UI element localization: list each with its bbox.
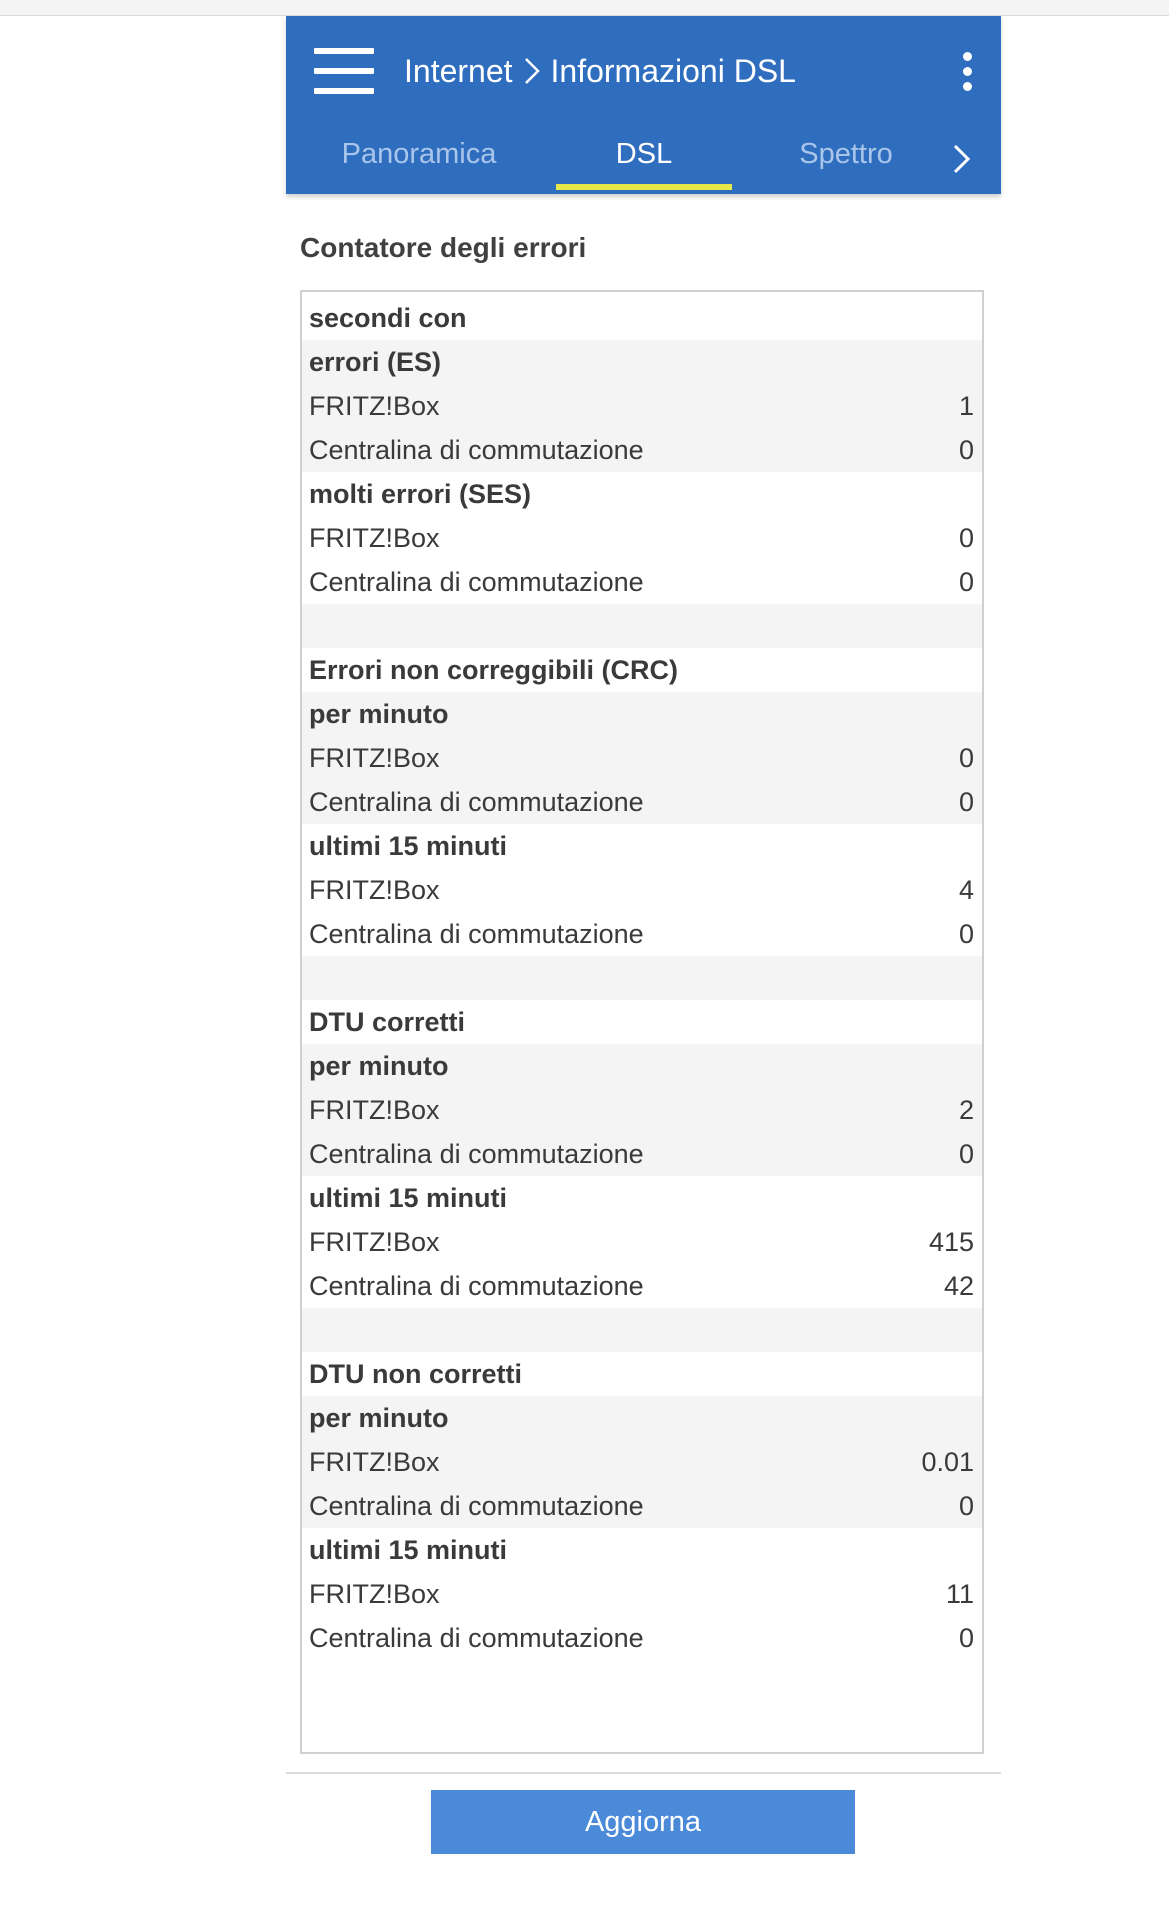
table-row	[302, 868, 982, 912]
row-label: FRITZ!Box	[309, 874, 440, 905]
row-value: 1	[958, 390, 974, 421]
row-label: per minuto	[309, 1050, 449, 1081]
table-row	[302, 384, 982, 428]
row-value: 0	[958, 1490, 974, 1521]
row-label: FRITZ!Box	[309, 1094, 440, 1125]
row-label: DTU corretti	[309, 1006, 466, 1037]
row-value: 0.01	[921, 1446, 974, 1477]
row-label: Centralina di commutazione	[309, 1490, 644, 1521]
row-label: ultimi 15 minuti	[309, 830, 508, 861]
table-row	[302, 1132, 982, 1176]
table-row	[302, 1484, 982, 1528]
table-group-header	[302, 1528, 982, 1572]
tab-bar	[286, 134, 1001, 194]
chevron-right-icon[interactable]	[951, 140, 973, 178]
section-title: Contatore degli errori	[300, 232, 587, 263]
row-label: molti errori (SES)	[309, 478, 532, 509]
table-row	[302, 912, 982, 956]
error-counter-table	[300, 290, 984, 1754]
row-value: 0	[958, 434, 974, 465]
row-label: FRITZ!Box	[309, 1226, 440, 1257]
table-row	[302, 1440, 982, 1484]
row-label: FRITZ!Box	[309, 1446, 440, 1477]
table-row	[302, 1616, 982, 1660]
row-value: 0	[958, 786, 974, 817]
row-label: Centralina di commutazione	[309, 1622, 644, 1653]
table-row	[302, 1220, 982, 1264]
tab-dsl[interactable]: DSL	[556, 134, 732, 190]
table-group-header	[302, 340, 982, 384]
row-value: 0	[958, 918, 974, 949]
row-label: secondi con	[309, 302, 467, 333]
table-group-header	[302, 824, 982, 868]
row-value: 42	[943, 1270, 974, 1301]
row-label: errori (ES)	[309, 346, 442, 377]
table-row	[302, 428, 982, 472]
table-row	[302, 560, 982, 604]
table-group-header	[302, 648, 982, 692]
table-spacer-row	[302, 604, 982, 648]
row-label: per minuto	[309, 698, 449, 729]
row-label: Centralina di commutazione	[309, 1270, 644, 1301]
table-group-header	[302, 1396, 982, 1440]
row-label: DTU non corretti	[309, 1358, 522, 1389]
tab-panoramica[interactable]: Panoramica	[341, 138, 497, 170]
table-group-header	[302, 692, 982, 736]
table-row	[302, 1264, 982, 1308]
breadcrumb-page: Informazioni DSL	[550, 52, 796, 89]
breadcrumb	[404, 46, 796, 96]
row-label: ultimi 15 minuti	[309, 1182, 508, 1213]
app-container	[286, 16, 1001, 194]
hamburger-menu-icon[interactable]	[314, 48, 374, 94]
table-group-header	[302, 1176, 982, 1220]
chevron-right-icon	[521, 53, 543, 89]
row-label: Centralina di commutazione	[309, 786, 644, 817]
table-group-header	[302, 472, 982, 516]
row-label: Centralina di commutazione	[309, 918, 644, 949]
table-group-header	[302, 1000, 982, 1044]
row-value: 2	[958, 1094, 974, 1125]
table-group-header	[302, 1352, 982, 1396]
table-group-header	[302, 1044, 982, 1088]
row-label: per minuto	[309, 1402, 449, 1433]
row-label: Centralina di commutazione	[309, 434, 644, 465]
row-label: Centralina di commutazione	[309, 566, 644, 597]
row-value: 0	[958, 1622, 974, 1653]
tab-spettro[interactable]: Spettro	[799, 138, 893, 170]
browser-top-bar	[0, 0, 1169, 16]
more-options-icon[interactable]	[961, 52, 973, 92]
breadcrumb-root[interactable]: Internet	[404, 52, 513, 89]
table-group-header	[302, 296, 982, 340]
row-value: 0	[958, 522, 974, 553]
table-row	[302, 1088, 982, 1132]
row-label: FRITZ!Box	[309, 1578, 440, 1609]
table-row	[302, 736, 982, 780]
row-value: 4	[958, 874, 974, 905]
row-label: Errori non correggibili (CRC)	[309, 654, 679, 685]
header-bar	[286, 16, 1001, 194]
table-spacer-row	[302, 1308, 982, 1352]
row-value: 0	[958, 566, 974, 597]
table-spacer-row	[302, 956, 982, 1000]
table-row	[302, 516, 982, 560]
row-value: 0	[958, 742, 974, 773]
row-label: FRITZ!Box	[309, 742, 440, 773]
row-label: ultimi 15 minuti	[309, 1534, 508, 1565]
row-value: 0	[958, 1138, 974, 1169]
row-value: 11	[945, 1578, 974, 1609]
row-value: 415	[928, 1226, 974, 1257]
row-label: FRITZ!Box	[309, 390, 440, 421]
row-label: FRITZ!Box	[309, 522, 440, 553]
refresh-button[interactable]: Aggiorna	[431, 1790, 855, 1854]
divider	[286, 1772, 1001, 1774]
table-row	[302, 1572, 982, 1616]
row-label: Centralina di commutazione	[309, 1138, 644, 1169]
table-row	[302, 780, 982, 824]
